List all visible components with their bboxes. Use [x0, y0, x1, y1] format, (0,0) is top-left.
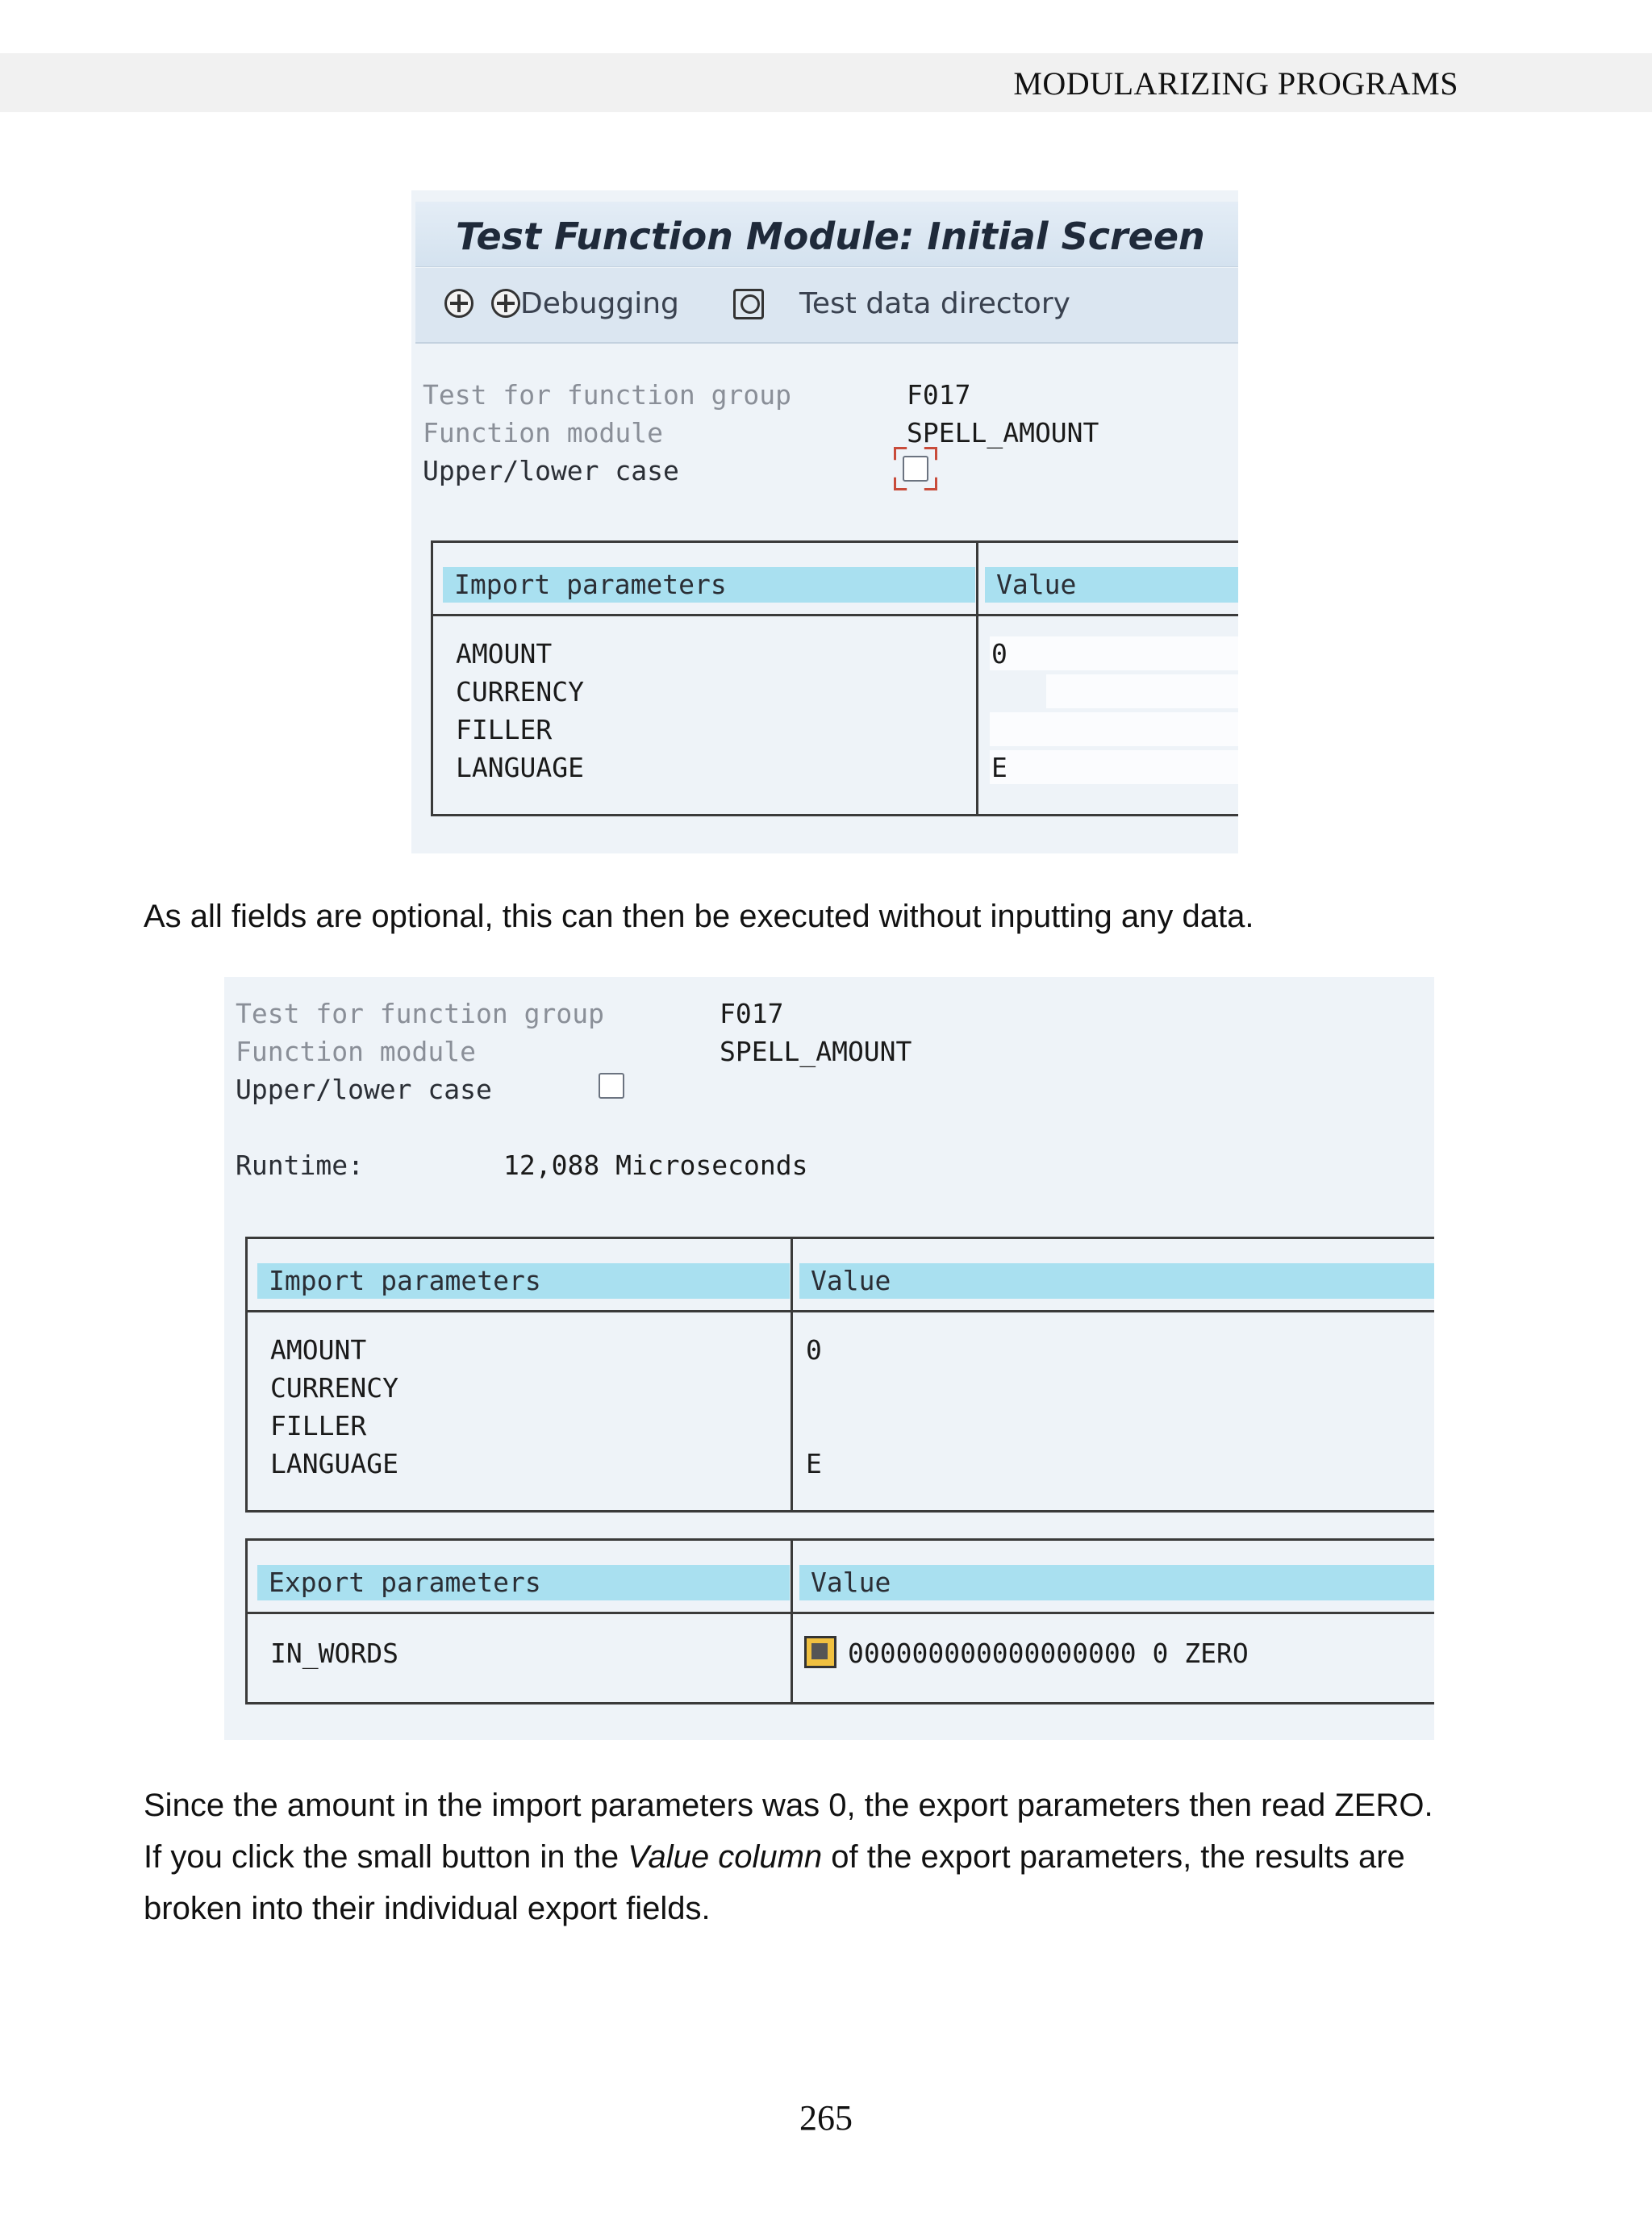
import-param-header: Import parameters — [443, 567, 975, 603]
upper-lower-case-label: Upper/lower case — [423, 455, 679, 486]
toolbar — [415, 268, 1238, 344]
import-parameters-table — [431, 540, 1238, 816]
function-group-label: Test for function group — [423, 379, 791, 411]
function-module-label: Function module — [236, 1036, 477, 1067]
param-name-language: LANGUAGE — [456, 752, 584, 783]
param-name-amount: AMOUNT — [270, 1334, 367, 1366]
param-name-filler: FILLER — [270, 1410, 367, 1442]
paragraph-line-2: If you click the small button in the Value column of the export parameters, the results are — [144, 1839, 1405, 1875]
amount-value-field[interactable] — [990, 636, 1238, 670]
paragraph-line-1: Since the amount in the import parameters was 0, the export parameters then read ZERO. — [144, 1788, 1433, 1823]
function-group-label: Test for function group — [236, 998, 604, 1029]
function-group-value: F017 — [720, 998, 784, 1029]
value-detail-button-icon[interactable] — [804, 1636, 836, 1668]
value-column-emphasis: Value column — [628, 1839, 823, 1875]
test-data-directory-button[interactable]: Test data directory — [799, 287, 1070, 320]
param-name-filler: FILLER — [456, 714, 553, 745]
debugging-button[interactable]: Debugging — [520, 287, 679, 320]
function-module-value: SPELL_AMOUNT — [907, 417, 1099, 449]
param-name-currency: CURRENCY — [456, 676, 584, 707]
export-param-header: Export parameters — [257, 1565, 790, 1600]
param-value-amount: 0 — [806, 1334, 822, 1366]
param-value-amount: 0 — [991, 638, 1007, 670]
currency-value-field[interactable] — [1046, 674, 1238, 708]
param-value-in-words: 000000000000000000 0 ZERO — [848, 1638, 1249, 1669]
column-divider — [791, 1239, 793, 1510]
function-group-value: F017 — [907, 379, 971, 411]
screenshot-initial-screen — [411, 190, 1238, 853]
title-bar — [415, 202, 1238, 267]
paragraph-optional-fields: As all fields are optional, this can then be executed without inputting any data. — [144, 899, 1254, 934]
running-header: MODULARIZING PROGRAMS — [1013, 65, 1458, 102]
filler-value-field[interactable] — [990, 712, 1238, 746]
import-parameters-table — [245, 1237, 1434, 1513]
language-value-field[interactable] — [990, 750, 1238, 784]
column-divider — [791, 1541, 793, 1702]
export-parameters-table — [245, 1538, 1434, 1705]
column-divider — [976, 543, 978, 814]
function-module-value: SPELL_AMOUNT — [720, 1036, 912, 1067]
param-name-language: LANGUAGE — [270, 1448, 398, 1479]
debugging-icon[interactable] — [491, 289, 520, 318]
import-value-header: Value — [799, 1263, 1434, 1299]
header-divider — [248, 1310, 1434, 1312]
header-divider — [248, 1612, 1434, 1614]
page-number: 265 — [799, 2098, 853, 2138]
runtime-label: Runtime: — [236, 1150, 364, 1181]
function-module-label: Function module — [423, 417, 664, 449]
test-data-directory-icon[interactable] — [733, 289, 764, 319]
import-value-header: Value — [985, 567, 1238, 603]
upper-lower-case-checkbox[interactable] — [903, 456, 928, 482]
param-value-language: E — [991, 752, 1007, 783]
runtime-value: 12,088 Microseconds — [503, 1150, 808, 1181]
import-param-header: Import parameters — [257, 1263, 790, 1299]
screen-title: Test Function Module: Initial Screen — [456, 215, 1205, 258]
param-name-currency: CURRENCY — [270, 1372, 398, 1404]
execute-icon[interactable] — [444, 289, 473, 318]
upper-lower-case-label: Upper/lower case — [236, 1074, 492, 1105]
paragraph-export-explanation — [144, 1780, 1531, 1934]
header-divider — [433, 614, 1238, 616]
screenshot-test-results — [224, 977, 1434, 1740]
paragraph-line-3: broken into their individual export fields. — [144, 1891, 711, 1926]
param-name-amount: AMOUNT — [456, 638, 553, 670]
param-name-in-words: IN_WORDS — [270, 1638, 398, 1669]
upper-lower-case-checkbox[interactable] — [599, 1073, 624, 1099]
export-value-header: Value — [799, 1565, 1434, 1600]
param-value-language: E — [806, 1448, 822, 1479]
